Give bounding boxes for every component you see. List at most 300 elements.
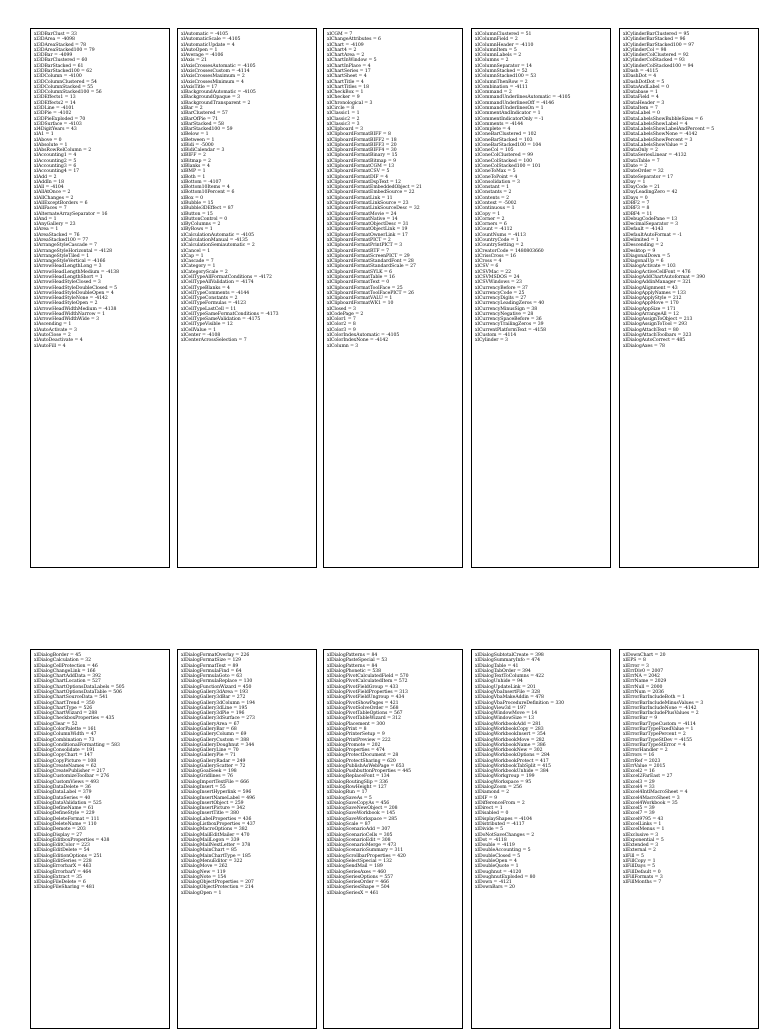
constant-entry: xlClipboardFormatLink = 11	[327, 195, 393, 201]
constant-entry: xlDistributed = -4117	[475, 822, 525, 827]
constant-entry: xlDataHeader = 3	[623, 100, 665, 106]
constant-entry: xlDialogActiveCellFont = 476	[623, 269, 691, 275]
constant-entry: xlDialogRun = 17	[327, 790, 368, 796]
constant-entry: xlExcel3 = 29	[623, 779, 655, 785]
constant-entry: xlDialogPatterns = 84	[327, 653, 378, 658]
constant-entry: xlCombination = -4111	[475, 84, 528, 90]
constant-entry: xlDialogDataLabel = 379	[34, 790, 92, 796]
constant-entry: xlDot = -4118	[475, 837, 507, 843]
constant-entry: xlArrangeStyleVertical = -4166	[34, 259, 106, 265]
constant-entry: xlDialogAutoCorrect = 485	[623, 338, 686, 344]
constant-entry: xlAccounting3 = 6	[34, 164, 77, 170]
constant-entry: xlCorners = 6	[475, 222, 507, 228]
constant-entry: xlConstants = 2	[475, 190, 512, 196]
constant-entry: xlClipboardFormatLinkSourceDesc = 32	[327, 206, 420, 212]
constant-entry: xlDialogColorPalette = 161	[34, 726, 97, 732]
constant-entry: xlAllExceptBorders = 6	[34, 201, 88, 206]
constant-entry: xlDiamond = 2	[475, 790, 510, 796]
constant-entry: xl3DAreaStacked100 = 79	[34, 47, 95, 53]
constant-entry: xlColumnStacked100 = 53	[475, 74, 537, 80]
constant-entry: xlColumnItem = 5	[475, 47, 517, 53]
constant-entry: xlDialogListboxProperties = 437	[181, 822, 256, 827]
constant-entry: xlDataLabelsShowLabel = 4	[623, 121, 688, 127]
constant-entry: xlExclusive = 3	[623, 832, 659, 838]
constant-entry: xlDialogEditboxProperties = 438	[34, 837, 110, 843]
constant-entry: xlCSVMSDOS = 24	[475, 274, 520, 280]
constant-entry: xlColumn = 3	[327, 343, 359, 349]
constant-entry: xlFillDefault = 0	[623, 869, 661, 875]
constants-column-7	[177, 649, 317, 1029]
constant-entry: xlCreatorCode = 1480803660	[475, 248, 544, 254]
constant-entry: xlDialogGallery3dColumn = 194	[181, 700, 255, 706]
constant-entry: xlCircle = 8	[327, 105, 355, 111]
constant-entry: xlDialogWorkbookInsert = 354	[475, 732, 546, 738]
constant-entry: xlCap = 1	[181, 253, 204, 259]
constant-entry: xlDialogObjectProperties = 207	[181, 880, 254, 886]
constant-entry: xlCalculationAutomatic = -4105	[181, 232, 254, 238]
constant-entry: xlBidiCalendar = 3	[181, 148, 225, 154]
constant-entry: xlClassic3 = 3	[327, 121, 360, 127]
constant-entry: xlClipboardFormatOwnerLink = 17	[327, 232, 408, 238]
constant-entry: xlBar = 2	[181, 105, 203, 111]
constant-entry: xlErrorBarIncludeNone = -4142	[623, 705, 697, 711]
constant-entry: xlChartInPlace = 4	[327, 63, 371, 69]
constant-entry: xlDialogWorkbookNew = 302	[475, 748, 543, 754]
constant-entry: xlClipboardFormatDspText = 12	[327, 179, 401, 185]
constant-entry: xlCellTypeVisible = 12	[181, 322, 233, 328]
constant-entry: xlColumnLabels = 2	[475, 53, 522, 59]
constant-entry: xlDialogOpen = 1	[181, 890, 222, 896]
constant-entry: xlErrNum = 2036	[623, 689, 664, 695]
constant-entry: xl3DEffects1 = 13	[34, 95, 76, 101]
constant-entry: xlCurrencyLeadingZeros = 40	[475, 301, 545, 307]
constant-entry: xlClipboardFormatEmbeddedObject = 21	[327, 185, 422, 191]
constant-entry: xlDialogWorkbookName = 386	[475, 742, 546, 748]
constant-entry: xlArrowHeadStyleNone = -4142	[34, 296, 108, 302]
constant-entry: xlDialogMenuEditor = 322	[181, 858, 243, 864]
constant-entry: xlExcel2FarEast = 27	[623, 774, 673, 780]
constant-entry: xlCurrencySpaceBefore = 36	[475, 317, 542, 323]
constant-entry: xlDialogWorkspace = 95	[475, 779, 532, 785]
constant-entry: xlArrowHeadLengthLong = 3	[34, 264, 102, 270]
constant-entry: xlDialogChangeLink = 166	[34, 668, 96, 674]
constant-entry: xlDialogSummaryInfo = 474	[475, 658, 541, 664]
constant-entry: xlDialogChartOptionsDataTable = 506	[34, 689, 122, 695]
constant-entry: xlBMP = 1	[181, 169, 206, 175]
constant-entry: xlCellTypeBlanks = 4	[181, 285, 230, 291]
constant-entry: xlBelow = 1	[181, 132, 209, 138]
constant-entry: xlAxisCrossesAutomatic = -4105	[181, 63, 256, 69]
constant-entry: xlCenterAcrossSelection = 7	[181, 338, 247, 344]
constant-entry: xlFillFormats = 3	[623, 874, 663, 880]
constant-entry: xlDayLeadingZero = 42	[623, 190, 678, 196]
constant-entry: xlClipboardFormatRTF = 7	[327, 248, 389, 254]
constant-entry: xlDialogPivotSolveOrder = 568	[327, 705, 399, 711]
constant-entry: xlCurrencyMinusSign = 38	[475, 306, 538, 312]
constant-entry: xlDialogSaveWorkspace = 285	[327, 816, 397, 822]
constant-entry: xlDialogUnhide = 94	[475, 679, 523, 685]
constant-entry: xlDatabase = 1	[623, 90, 658, 96]
constant-entry: xlDialogCreatePublisher = 217	[34, 769, 106, 775]
constant-entry: xlCountrySetting = 2	[475, 243, 524, 249]
constant-entry: xlCSV = 6	[475, 264, 499, 270]
constant-entry: xlConstant = 1	[475, 185, 510, 191]
constant-entry: xlDialogSendMail = 189	[327, 864, 383, 870]
constant-entry: xlDialogRowHeight = 127	[327, 785, 387, 791]
constant-entry: xlDivide = 5	[475, 827, 504, 833]
constant-entry: xlDisplayShapes = -4104	[475, 816, 533, 822]
constant-entry: xlDialogVbaInsertFile = 328	[475, 689, 541, 695]
constant-entry: xlColumnField = 2	[475, 37, 518, 43]
constant-entry: xlDialogNote = 154	[181, 874, 227, 880]
constant-entry: xlDateSeparator = 17	[623, 174, 673, 180]
constant-entry: xlAllChanges = 2	[34, 195, 74, 201]
constant-entry: xlClipboardFormatToolFace = 25	[327, 285, 403, 291]
constant-entry: xlErrName = 2029	[623, 679, 667, 685]
constant-entry: xlCommandUnderlinesOn = 1	[475, 105, 544, 111]
constant-entry: xlCountryCode = 1	[475, 237, 519, 243]
constant-entry: xlClipboardFormatScreenPICT = 29	[327, 253, 410, 259]
constant-entry: xlClipboardFormatSYLK = 6	[327, 269, 392, 275]
constant-entry: xlContext = -5002	[475, 201, 517, 206]
constant-entry: xlDialogAddChartAutoformat = 390	[623, 274, 706, 280]
constant-entry: xlCalculationSemiautomatic = 2	[181, 243, 255, 249]
constant-entry: xlDelimited = 1	[623, 237, 659, 243]
constant-entry: xlCommentIndicatorOnly = -1	[475, 116, 544, 122]
constant-entry: xlDialogProtectDocument = 28	[327, 753, 399, 759]
constants-column-8	[323, 649, 463, 1029]
constant-entry: xlDialogSeriesShape = 504	[327, 885, 390, 891]
constant-entry: xlDialogCopyPicture = 108	[34, 758, 97, 764]
constant-entry: xlConeBarClustered = 102	[475, 132, 537, 138]
constant-entry: xlExcel4IntlMacroSheet = 4	[623, 790, 688, 796]
constant-entry: xlDay = 1	[623, 179, 646, 185]
constant-entry: xlArrowHeadWidthMedium = -4138	[34, 306, 117, 312]
constant-entry: xlExcel5 = 39	[623, 806, 655, 812]
constant-entry: xlDialogGalleryColumn = 69	[181, 732, 247, 738]
constant-entry: xlDiagonalUp = 6	[623, 259, 664, 265]
constant-entry: xlDialogCreateNames = 62	[34, 763, 97, 769]
constant-entry: xlBubble = 15	[181, 201, 214, 206]
constant-entry: xlCross = 4	[475, 259, 502, 265]
constant-entry: xlCommand = 2	[475, 90, 512, 96]
constant-entry: xlAscending = 1	[34, 322, 72, 328]
constant-entry: xlDialogCheckboxProperties = 435	[34, 716, 115, 722]
constant-entry: xlAutomaticUpdate = 4	[181, 42, 235, 48]
constant-entry: xlAnyGallery = 23	[34, 222, 76, 228]
constant-entry: xlClipboardFormatStandardFont = 28	[327, 259, 414, 265]
constant-entry: xlErrorBarTypeStDev = -4155	[623, 737, 693, 743]
constant-entry: xlDays = 0	[623, 195, 648, 201]
constant-entry: xlClipboardFormatBinary = 15	[327, 153, 398, 159]
constant-entry: xlDifferenceFrom = 2	[475, 800, 525, 806]
constant-entry: xlErrorBarTypeStError = 4	[623, 742, 686, 748]
constant-entry: xlDesktop = 9	[623, 248, 656, 254]
constant-entry: xlBIFF = 2	[181, 153, 206, 159]
constant-entry: xlDialogMailEditMailer = 470	[181, 832, 250, 838]
constant-entry: xlCellTypeAllValidation = -4174	[181, 280, 254, 286]
constant-entry: xlExcel7 = 39	[623, 811, 655, 817]
constant-entry: xlCancel = 1	[181, 248, 211, 254]
constant-entry: xlCommentAndIndicator = 1	[475, 111, 541, 117]
constant-entry: xlByColumns = 2	[181, 222, 221, 228]
constant-entry: xlDialogSeriesOptions = 557	[327, 874, 394, 880]
constant-entry: xlErrorBarIncludeBoth = 1	[623, 695, 685, 701]
constant-entry: xlDiagonalDown = 5	[623, 253, 670, 259]
constant-entry: xlDialogDataDelete = 36	[34, 785, 91, 791]
constant-entry: xlClipboardFormatObjectDesc = 31	[327, 222, 409, 228]
constant-entry: xlDialogWorkbookOptions = 284	[475, 753, 550, 759]
constant-entry: xlCellTypeComments = -4144	[181, 290, 250, 296]
constant-entry: xlCommandUnderlinesAutomatic = -4105	[475, 95, 571, 101]
constant-entry: xlDoughnut = -4120	[475, 869, 522, 875]
constant-entry: xlAddIn = 18	[34, 179, 65, 185]
constant-entry: xl3DColumn = -4100	[34, 74, 82, 80]
constant-entry: xlDialogMailLogon = 339	[181, 837, 240, 843]
constant-entry: xlDate = 2	[623, 164, 648, 170]
constant-entry: xlClipboardFormatCSV = 5	[327, 169, 390, 175]
constant-entry: xlDialogTextToColumns = 422	[475, 674, 545, 680]
constant-entry: xlAccounting2 = 5	[34, 158, 77, 164]
constant-entry: xlClipboardFormatDIF = 4	[327, 174, 389, 180]
constant-entry: xlDoNotSaveChanges = 2	[475, 832, 535, 838]
constant-entry: xlDialogFileSharing = 481	[34, 885, 95, 891]
constant-entry: xlClipboardFormatBIFF = 8	[327, 132, 391, 138]
constant-entry: xlBarStacked = 58	[181, 121, 224, 127]
constant-entry: xlClipboardFormatNative = 14	[327, 216, 398, 222]
constant-entry: xlDialogAttachToolbars = 323	[623, 333, 692, 339]
constant-entry: xlAllAtOnce = 2	[34, 190, 71, 196]
constant-entry: xlBottom10Percent = 6	[181, 190, 235, 196]
constant-entry: xlDialogWorkbookMove = 282	[475, 737, 545, 743]
constant-entry: xlDialogWorkbookTabSplit = 415	[475, 763, 551, 769]
constant-entry: xlErrorBarTypeFixedValue = 1	[623, 726, 694, 732]
constant-entry: xlDialogAddinManager = 321	[623, 280, 691, 286]
constant-entry: xlComments = -4144	[475, 121, 524, 127]
constant-entry: xlDialogFormatText = 89	[181, 663, 239, 669]
constant-entry: xlDialogColumnWidth = 47	[34, 732, 97, 738]
constant-entry: xlExcelLinks = 1	[623, 822, 662, 827]
constant-entry: xlCrissCross = 16	[475, 253, 516, 259]
constant-entry: xlDecimalSeparator = 3	[623, 222, 678, 228]
constant-entry: xlBarStacked100 = 59	[181, 127, 233, 133]
constant-entry: xlDialogFormulaGoto = 63	[181, 674, 243, 680]
constant-entry: xlButton = 15	[181, 211, 213, 217]
constant-entry: xlDialogConditionalFormatting = 583	[34, 742, 120, 748]
constant-entry: xlDialogWindowMove = 14	[475, 711, 538, 717]
constant-entry: xlDialogSeriesX = 461	[327, 890, 379, 896]
constant-entry: xl3DEffects2 = 14	[34, 100, 76, 106]
constant-entry: xlDialogGallery3dLine = 195	[181, 705, 248, 711]
constant-entry: xlCategoryScale = 2	[181, 269, 228, 275]
constant-entry: xlDialogWindowSize = 13	[475, 716, 535, 722]
constant-entry: xlErrorBarIncludeMinusValues = 3	[623, 700, 704, 706]
constant-entry: xlExcel4MacroSheet = 3	[623, 795, 680, 801]
constant-entry: xlAutomaticScale = -4105	[181, 37, 241, 43]
constant-entry: xl3DColumnClustered = 54	[34, 79, 97, 85]
constant-entry: xlDataField = 4	[623, 95, 659, 101]
constant-entry: xlAutoDeactivate = 4	[34, 338, 83, 344]
constant-entry: xlAlternateArraySeparator = 16	[34, 211, 108, 217]
constant-entry: xlCategory = 1	[181, 264, 216, 270]
constant-entry: xlDialogDisplay = 27	[34, 832, 82, 838]
constant-entry: xlCurrencyDigits = 27	[475, 296, 527, 302]
constant-entry: xlDataLabelsShowNone = -4142	[623, 132, 698, 138]
constant-entry: xlExcel2 = 16	[623, 769, 655, 775]
constant-entry: xlCalculationManual = -4135	[181, 237, 248, 243]
constant-entry: xlDialogCustomViews = 493	[34, 779, 99, 785]
constant-entry: xlDash = -4115	[623, 68, 659, 74]
constant-entry: xlDialogGalleryBar = 68	[181, 726, 237, 732]
constant-entry: xlArrowHeadStyleDoubleOpen = 4	[34, 290, 114, 296]
constant-entry: xlDashDot = 4	[623, 74, 657, 80]
constant-entry: xlDialogScenarioAdd = 307	[327, 827, 391, 833]
constant-entry: xlCylinderColStacked100 = 94	[623, 63, 694, 69]
constant-entry: xlAccounting4 = 17	[34, 169, 80, 175]
constant-entry: xlDoughnutExploded = 80	[475, 874, 536, 880]
constants-column-6	[30, 649, 170, 1029]
constant-entry: xl3DSurface = -4103	[34, 121, 82, 127]
constant-entry: xlDown = -4121	[475, 880, 512, 886]
constant-entry: xlCellValue = 1	[181, 327, 216, 333]
constant-entry: xlDialogPrintPreview = 222	[327, 737, 391, 743]
constant-entry: xlDialogConsolidate = 191	[34, 748, 95, 754]
constant-entry: xlDialogFileDelete = 6	[34, 880, 86, 886]
constant-entry: xlDialogAppSize = 171	[623, 306, 676, 312]
constants-column-10	[619, 649, 759, 1029]
constant-entry: xlAbove = 0	[34, 137, 62, 143]
constant-entry: xlClipboardFormatText = 0	[327, 280, 390, 286]
constant-entry: xlDialogErrorbarY = 464	[34, 869, 92, 875]
constant-entry: xlDialogPushbuttonProperties = 445	[327, 769, 411, 775]
constant-entry: xlDirect = 1	[475, 806, 503, 812]
constant-entry: xlDashDotDot = 5	[623, 79, 665, 85]
constant-entry: xlCheckBox = 1	[327, 90, 364, 96]
constant-entry: xlDialogScenarioMerge = 473	[327, 843, 397, 849]
constant-entry: xlDialogTable = 41	[475, 663, 519, 669]
constant-entry: xlDialogChartAddData = 392	[34, 674, 101, 680]
constant-entry: xlA1 = 1	[34, 132, 54, 138]
constant-entry: xlDialogInsert = 55	[181, 785, 226, 791]
constant-entry: xlBottom10Items = 4	[181, 185, 230, 191]
constant-entry: xlArrowHeadStyleClosed = 3	[34, 280, 101, 286]
constant-entry: xlDialogPromote = 202	[327, 742, 381, 748]
constant-entry: xlChronological = 3	[327, 100, 373, 106]
constant-entry: xlConeToMax = 5	[475, 169, 516, 175]
constant-entry: xlCylinderColStacked = 93	[623, 58, 685, 64]
constant-entry: xlCylinder = 3	[475, 338, 508, 344]
constant-entry: xlClosed = 3	[327, 306, 356, 312]
constant-entry: xlBottom = -4107	[181, 179, 222, 185]
constant-entry: xlDialogSaveWorkbook = 145	[327, 811, 395, 817]
constant-entry: xl3DColumnStacked = 55	[34, 84, 93, 90]
constant-entry: xlCurrencyTrailingZeros = 39	[475, 322, 544, 328]
constants-column-9	[471, 649, 611, 1029]
constant-entry: xlBetween = 1	[181, 137, 215, 143]
constant-entry: xlErrorBar = 9	[623, 716, 658, 722]
constant-entry: xlDialogFormulaFind = 64	[181, 668, 242, 674]
constant-entry: xlDialogGridlines = 76	[181, 774, 233, 780]
constant-entry: xlDialogSaveAs = 5	[327, 795, 372, 801]
constant-entry: xlAll = -4104	[34, 185, 64, 191]
constant-entry: xlArrowHeadLengthMedium = -4138	[34, 269, 119, 275]
constant-entry: xlCellTypeSameValidation = -4175	[181, 317, 261, 323]
constant-entry: xlClipboardFormatLinkSource = 23	[327, 201, 409, 206]
constant-entry: xlDialogWorkgroup = 199	[475, 774, 535, 780]
constant-entry: xlArrangeStyleCascade = 7	[34, 243, 97, 249]
constant-entry: xlChart4 = 2	[327, 47, 357, 53]
constant-entry: xlConeColStacked100 = 101	[475, 164, 541, 170]
constant-entry: xlDialogDeleteName = 110	[34, 822, 97, 827]
constant-entry: xlClipboardFormatMovie = 24	[327, 211, 397, 217]
constant-entry: xlDialogMainChart = 85	[181, 848, 237, 854]
constant-entry: xlColor1 = 7	[327, 317, 356, 323]
constant-entry: xlDialogPivotShowPages = 421	[327, 700, 399, 706]
constant-entry: xlClipboardFormatBIFF3 = 20	[327, 142, 397, 148]
constant-entry: xlDialogPlacement = 300	[327, 721, 385, 727]
constant-entry: xlAxis = 21	[181, 58, 207, 64]
constant-entry: xlClipboardFormatBitmap = 9	[327, 158, 396, 164]
constant-entry: xlDialogSelectSpecial = 132	[327, 858, 392, 864]
constants-column-4	[471, 28, 611, 568]
constant-entry: xlDialogDeleteFormat = 111	[34, 816, 100, 822]
constant-entry: xlCurrencyCode = 25	[475, 290, 525, 296]
constant-entry: xlDialogGallery3dArea = 193	[181, 689, 249, 695]
constant-entry: xlErrValue = 2015	[623, 763, 666, 769]
constant-entry: xlByRows = 1	[181, 227, 213, 233]
constant-entry: xlDialogDemote = 203	[34, 827, 86, 833]
constant-entry: xlArrangeStyleHorizontal = -4128	[34, 248, 112, 254]
constant-entry: xlDialogAttachText = 80	[623, 327, 679, 333]
constant-entry: xl3DBarClustered = 60	[34, 58, 88, 64]
constant-entry: xlCurrencyNegative = 28	[475, 311, 534, 317]
constant-entry: xlArrowHeadStyleOpen = 2	[34, 301, 98, 307]
constant-entry: xlBarClustered = 57	[181, 111, 228, 117]
constant-entry: xlChartSheet = 4	[327, 74, 367, 80]
constant-entry: xlDialogSubtotalCreate = 398	[475, 653, 544, 658]
constant-entry: xlCylinderCol = 98	[623, 47, 667, 53]
constant-entry: xlCenter = -4108	[181, 333, 221, 339]
constant-entry: xlDialogObjectProtection = 214	[181, 885, 254, 891]
constant-entry: xlFillDays = 5	[623, 864, 656, 870]
constant-entry: xlExternal = 2	[623, 848, 656, 854]
constant-entry: xlColumnSeparator = 14	[475, 63, 532, 69]
constant-entry: xlDialogScenarioEdit = 308	[327, 837, 391, 843]
constant-entry: xlDialogArrangeAll = 12	[623, 311, 679, 317]
constant-entry: xlFillMonths = 7	[623, 880, 662, 886]
constant-entry: xl3DArea = -4098	[34, 37, 75, 43]
constant-entry: xlDialogGalleryScatter = 72	[181, 763, 246, 769]
constant-entry: xlDialogVbaProcedureDefinition = 330	[475, 700, 565, 706]
constant-entry: xl3DPie = -4102	[34, 111, 72, 117]
constant-entry: xlDIF = 9	[475, 795, 497, 801]
constant-entry: xlDialogFormatOverlay = 226	[181, 653, 250, 658]
constant-entry: xlDialogReplaceFont = 134	[327, 774, 390, 780]
constant-entry: xlDialogPivotTableOptions = 567	[327, 711, 403, 717]
constant-entry: xlClipboardFormatPrintPICT = 3	[327, 243, 403, 249]
constant-entry: xlDialogBorder = 45	[34, 653, 81, 658]
constant-entry: xlBox = 0	[181, 195, 204, 201]
constant-entry: xlDialogMailNextLetter = 378	[181, 843, 251, 849]
constant-entry: xlEPS = 8	[623, 658, 646, 664]
constant-entry: xlDialogFormulaReplace = 130	[181, 679, 253, 685]
constant-entry: xl3DBarStacked100 = 62	[34, 68, 93, 74]
constant-entry: xl3DPieExploded = 70	[34, 116, 86, 122]
constant-entry: xlDialogLabelProperties = 436	[181, 816, 252, 822]
constant-entry: xlColorIndexNone = -4142	[327, 338, 389, 344]
constant-entry: xlDialogGallery3dSurface = 273	[181, 716, 255, 722]
constant-entry: xlDataAndLabel = 0	[623, 84, 669, 90]
